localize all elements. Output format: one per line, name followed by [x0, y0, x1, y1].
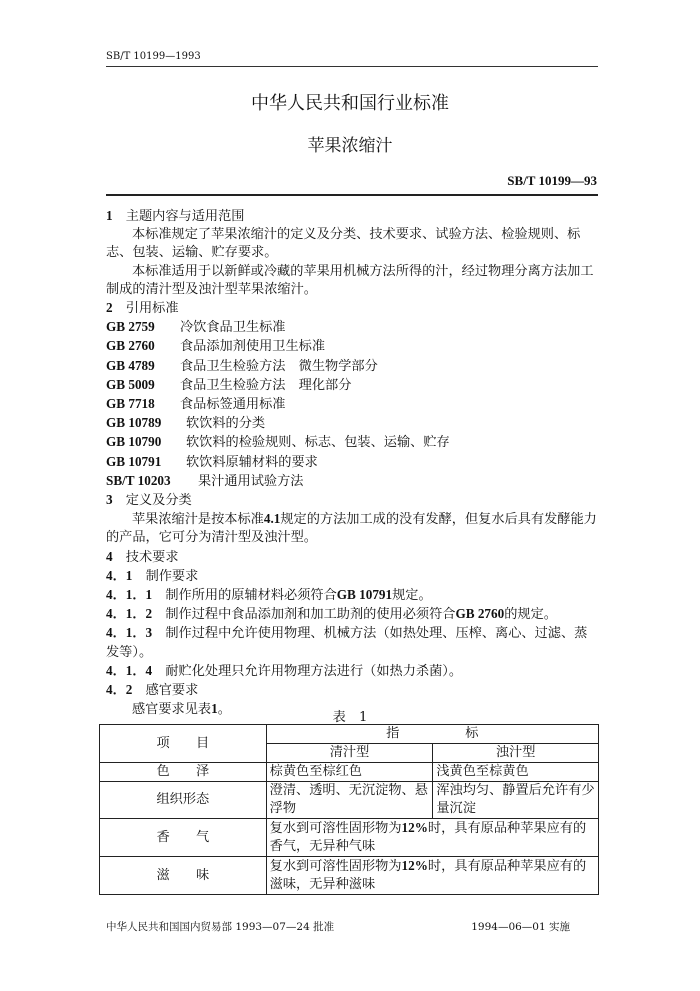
ref-item: GB 2759 冷饮食品卫生标准 — [106, 319, 286, 336]
table-cell: 复水到可溶性固形物为12%时，具有原品种苹果应有的滋味，无异种滋味 — [266, 857, 598, 895]
header-divider — [106, 66, 598, 67]
ref-item: GB 5009 食品卫生检验方法 理化部分 — [106, 376, 352, 393]
table-header-item: 项 目 — [100, 725, 267, 763]
table-row — [100, 819, 599, 857]
ref-item: GB 4789 食品卫生检验方法 微生物学部分 — [106, 357, 378, 374]
approval-date: 中华人民共和国国内贸易部 1993—07—24 批准 — [106, 921, 335, 933]
ref-item: GB 10789 软饮料的分类 — [106, 415, 266, 432]
header-code: SB/T 10199—1993 — [106, 51, 201, 62]
ref-item: SB/T 10203 果汁通用试验方法 — [106, 472, 304, 489]
ref-item: GB 2760 食品添加剂使用卫生标准 — [106, 338, 326, 355]
table-caption: 表 1 — [332, 710, 368, 725]
table-header-index: 指 标 — [266, 725, 598, 744]
standard-number: SB/T 10199—93 — [507, 173, 597, 188]
table-cell: 香 气 — [100, 819, 267, 857]
section-2-heading: 2 引用标准 — [106, 300, 179, 317]
section-1-heading: 1 主题内容与适用范围 — [106, 208, 245, 224]
section-4-1-heading: 4．1 制作要求 — [106, 567, 199, 584]
section-3-para: 苹果浓缩汁是按本标准4.1规定的方法加工成的没有发酵，但复水后具有发酵能力的产品，它可分为清汁型及浊汁型。 — [106, 511, 597, 546]
table-cell: 澄清、透明、无沉淀物、悬浮物 — [266, 782, 433, 819]
table-cell: 浑浊均匀、静置后允许有少量沉淀 — [433, 782, 599, 819]
table-row — [100, 782, 599, 819]
clause-4-1-3: 4．1．3 制作过程中允许使用物理、机械方法（如热处理、压榨、离心、过滤、蒸发等）。 — [106, 625, 588, 660]
table-header-clear: 清汁型 — [266, 744, 433, 763]
ref-item: GB 10791 软饮料原辅材料的要求 — [106, 453, 318, 470]
table-row — [100, 857, 599, 895]
section-1-para-1: 本标准规定了苹果浓缩汁的定义及分类、技术要求、试验方法、检验规则、标志、包装、运输、贮存要求。 — [106, 227, 581, 261]
table-row — [100, 763, 599, 782]
section-4-2-heading: 4．2 感官要求 — [106, 682, 199, 699]
table-cell: 色 泽 — [100, 763, 267, 782]
document-org-title: 中华人民共和国行业标准 — [251, 93, 449, 114]
sensory-requirements-table — [99, 724, 599, 895]
ref-item: GB 7718 食品标签通用标准 — [106, 396, 286, 413]
table-header-cloudy: 浊汁型 — [433, 744, 599, 763]
section-3-heading: 3 定义及分类 — [106, 492, 192, 509]
table-cell: 复水到可溶性固形物为12%时，具有原品种苹果应有的香气，无异种气味 — [266, 819, 598, 857]
clause-4-1-1: 4．1．1 制作所用的原辅材料必须符合GB 10791规定。 — [106, 587, 432, 604]
title-rule — [106, 194, 598, 196]
ref-item: GB 10790 软饮料的检验规则、标志、包装、运输、贮存 — [106, 434, 450, 451]
table-cell: 棕黄色至棕红色 — [266, 763, 433, 782]
effective-date: 1994—06—01 实施 — [471, 921, 570, 933]
section-4-heading: 4 技术要求 — [106, 548, 179, 565]
table-cell: 浅黄色至棕黄色 — [433, 763, 599, 782]
section-1-para-2: 本标准适用于以新鲜或冷藏的苹果用机械方法所得的汁，经过物理分离方法加工制成的清汁型及浊汁型苹果浓缩汁。 — [106, 263, 594, 297]
section-4-2-para: 感官要求见表1。 — [132, 701, 231, 718]
clause-4-1-2: 4．1．2 制作过程中食品添加剂和加工助剂的使用必须符合GB 2760的规定。 — [106, 606, 557, 623]
table-cell: 组织形态 — [100, 782, 267, 819]
table-cell: 滋 味 — [100, 857, 267, 895]
document-title: 苹果浓缩汁 — [307, 136, 393, 156]
clause-4-1-4: 4．1．4 耐贮化处理只允许用物理方法进行（如热力杀菌）。 — [106, 662, 463, 679]
document-body — [106, 207, 598, 719]
